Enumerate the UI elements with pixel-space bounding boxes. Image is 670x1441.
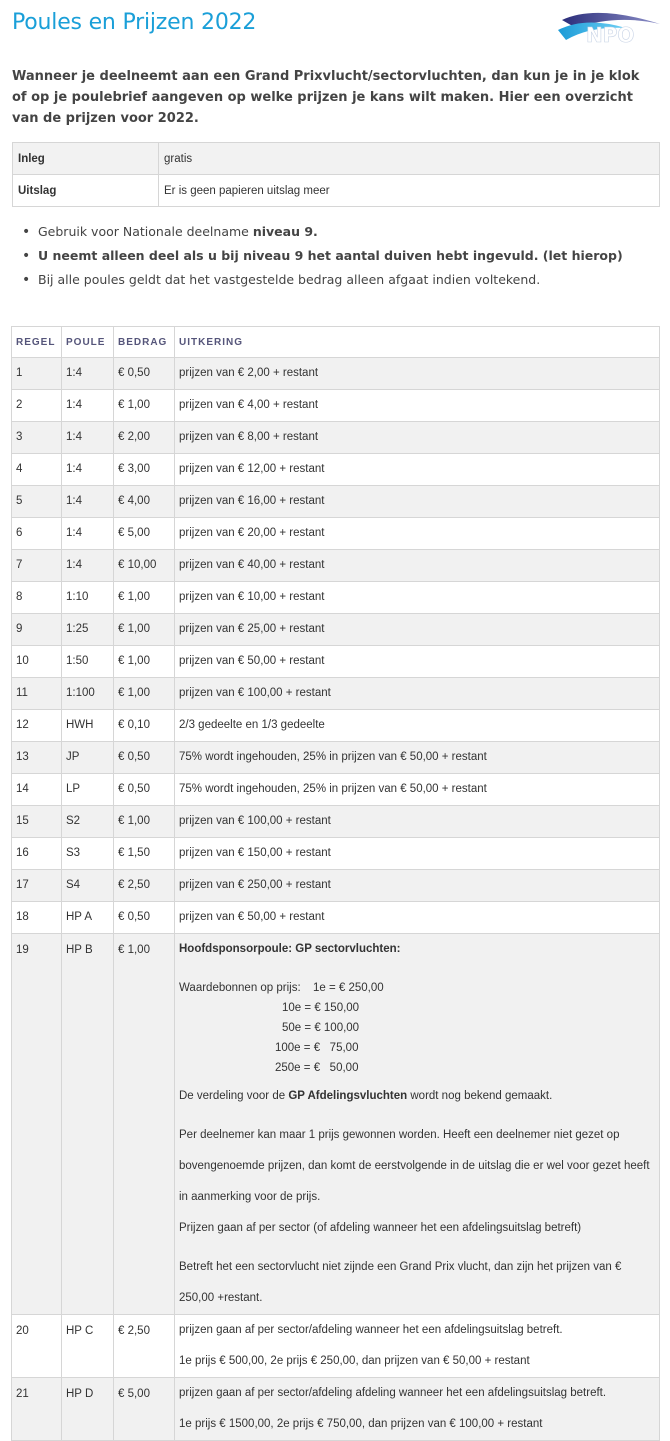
list-item: • Bij alle poules geldt dat het vastgestelde bedrag alleen afgaat indien voltekend. bbox=[22, 268, 662, 292]
table-row: 14 LP € 0,50 75% wordt ingehouden, 25% in prijzen van € 50,00 + restant bbox=[12, 774, 660, 806]
prize-table-body bbox=[12, 358, 660, 1441]
list-item: • Gebruik voor Nationale deelname niveau 9. bbox=[22, 220, 662, 244]
table-row-hp-c: 20 HP C € 2,50 prijzen gaan af per sector/afdeling wanneer het een afdelingsuitslag betreft. 1e prijs € 500,00, 2e prijs € 250,00, dan prijzen van € 50,00 + restant bbox=[12, 1315, 660, 1378]
table-row: 5 1:4 € 4,00 prijzen van € 16,00 + restant bbox=[12, 486, 660, 518]
info-table bbox=[12, 142, 660, 207]
table-row: 13 JP € 0,50 75% wordt ingehouden, 25% in prijzen van € 50,00 + restant bbox=[12, 742, 660, 774]
bullet-icon: • bbox=[22, 248, 31, 264]
page-header bbox=[0, 0, 670, 60]
prize-table bbox=[11, 326, 660, 1441]
table-row: 4 1:4 € 3,00 prijzen van € 12,00 + restant bbox=[12, 454, 660, 486]
page-title: Poules en Prijzen 2022 bbox=[12, 10, 257, 35]
table-row: 16 S3 € 1,50 prijzen van € 150,00 + restant bbox=[12, 838, 660, 870]
bullet-icon: • bbox=[22, 272, 31, 288]
table-row-hp-d: 21 HP D € 5,00 prijzen gaan af per sector/afdeling afdeling wanneer het een afdelingsuitslag betreft. 1e prijs € 1500,00, 2e prijs € 750,00, dan prijzen van € 100,00 + restant bbox=[12, 1378, 660, 1441]
info-value: Er is geen papieren uitslag meer bbox=[159, 175, 660, 207]
table-row: 15 S2 € 1,00 prijzen van € 100,00 + restant bbox=[12, 806, 660, 838]
table-row: 9 1:25 € 1,00 prijzen van € 25,00 + restant bbox=[12, 614, 660, 646]
table-row bbox=[13, 143, 660, 175]
table-row: 11 1:100 € 1,00 prijzen van € 100,00 + restant bbox=[12, 678, 660, 710]
table-row: 7 1:4 € 10,00 prijzen van € 40,00 + restant bbox=[12, 550, 660, 582]
bullet-icon: • bbox=[22, 224, 31, 240]
column-header-uitkering: UITKERING bbox=[175, 327, 660, 358]
table-row: 10 1:50 € 1,00 prijzen van € 50,00 + restant bbox=[12, 646, 660, 678]
list-item: • U neemt alleen deel als u bij niveau 9 het aantal duiven hebt ingevuld. (let hierop) bbox=[22, 244, 662, 268]
table-row-hp-b: 19 HP B € 1,00 Hoofdsponsorpoule: GP sectorvluchten: Waardebonnen op prijs: 1e = € 250,00 10e = € 150,00 50e = € 100,00 100e = € 75,00 250e = € 50,00 De verdeling voor de GP Afdelingsvluchten wordt nog bekend gemaakt. Per deelnemer kan maar 1 prijs gewonnen worden. Heeft een deelnemer niet gezet op bovengenoemde prijzen, dan komt de eerstvolgende in de uitslag die er wel voor gezet heeft in aanmerking voor de prijs. Prijzen gaan af per sector (of afdeling wanneer het een afdelingsuitslag betreft) Betreft het een sectorvlucht niet zijnde een Grand Prix vlucht, dan zijn het prijzen van € 250,00 +restant. bbox=[12, 934, 660, 1315]
table-row: 18 HP A € 0,50 prijzen van € 50,00 + restant bbox=[12, 902, 660, 934]
column-header-regel: REGEL bbox=[12, 327, 62, 358]
table-row: 6 1:4 € 5,00 prijzen van € 20,00 + restant bbox=[12, 518, 660, 550]
svg-text:NPO: NPO bbox=[586, 23, 635, 47]
info-key: Inleg bbox=[13, 143, 159, 175]
intro-text: Wanneer je deelneemt aan een Grand Prixvlucht/sectorvluchten, dan kun je in je klok of op je poulebrief aangeven op welke prijzen je kans wilt maken. Hier een overzicht van de prijzen voor 2022. bbox=[12, 69, 640, 126]
rules-list bbox=[22, 220, 662, 292]
table-row bbox=[13, 175, 660, 207]
table-row: 17 S4 € 2,50 prijzen van € 250,00 + restant bbox=[12, 870, 660, 902]
table-row: 8 1:10 € 1,00 prijzen van € 10,00 + restant bbox=[12, 582, 660, 614]
table-row: 2 1:4 € 1,00 prijzen van € 4,00 + restant bbox=[12, 390, 660, 422]
hp-b-details: Hoofdsponsorpoule: GP sectorvluchten: Waardebonnen op prijs: 1e = € 250,00 10e = € 150,00 50e = € 100,00 100e = € 75,00 250e = € 50,00 De verdeling voor de GP Afdelingsvluchten wordt nog bekend gemaakt. Per deelnemer kan maar 1 prijs gewonnen worden. Heeft een deelnemer niet gezet op bovengenoemde prijzen, dan komt de eerstvolgende in de uitslag die er wel voor gezet heeft in aanmerking voor de prijs. Prijzen gaan af per sector (of afdeling wanneer het een afdelingsuitslag betreft) Betreft het een sectorvlucht niet zijnde een Grand Prix vlucht, dan zijn het prijzen van € 250,00 +restant. bbox=[175, 934, 660, 1315]
table-row: 1 1:4 € 0,50 prijzen van € 2,00 + restant bbox=[12, 358, 660, 390]
column-header-poule: POULE bbox=[62, 327, 114, 358]
table-row: 12 HWH € 0,10 2/3 gedeelte en 1/3 gedeelte bbox=[12, 710, 660, 742]
info-value: gratis bbox=[159, 143, 660, 175]
npo-logo-icon[interactable] bbox=[556, 6, 664, 46]
voucher-list: Waardebonnen op prijs: 1e = € 250,00 10e = € 150,00 50e = € 100,00 100e = € 75,00 250e = € 50,00 bbox=[179, 982, 384, 1074]
info-key: Uitslag bbox=[13, 175, 159, 207]
hp-b-heading: Hoofdsponsorpoule: GP sectorvluchten: bbox=[179, 943, 401, 955]
table-row: 3 1:4 € 2,00 prijzen van € 8,00 + restant bbox=[12, 422, 660, 454]
column-header-bedrag: BEDRAG bbox=[114, 327, 175, 358]
table-header-row bbox=[12, 327, 660, 358]
